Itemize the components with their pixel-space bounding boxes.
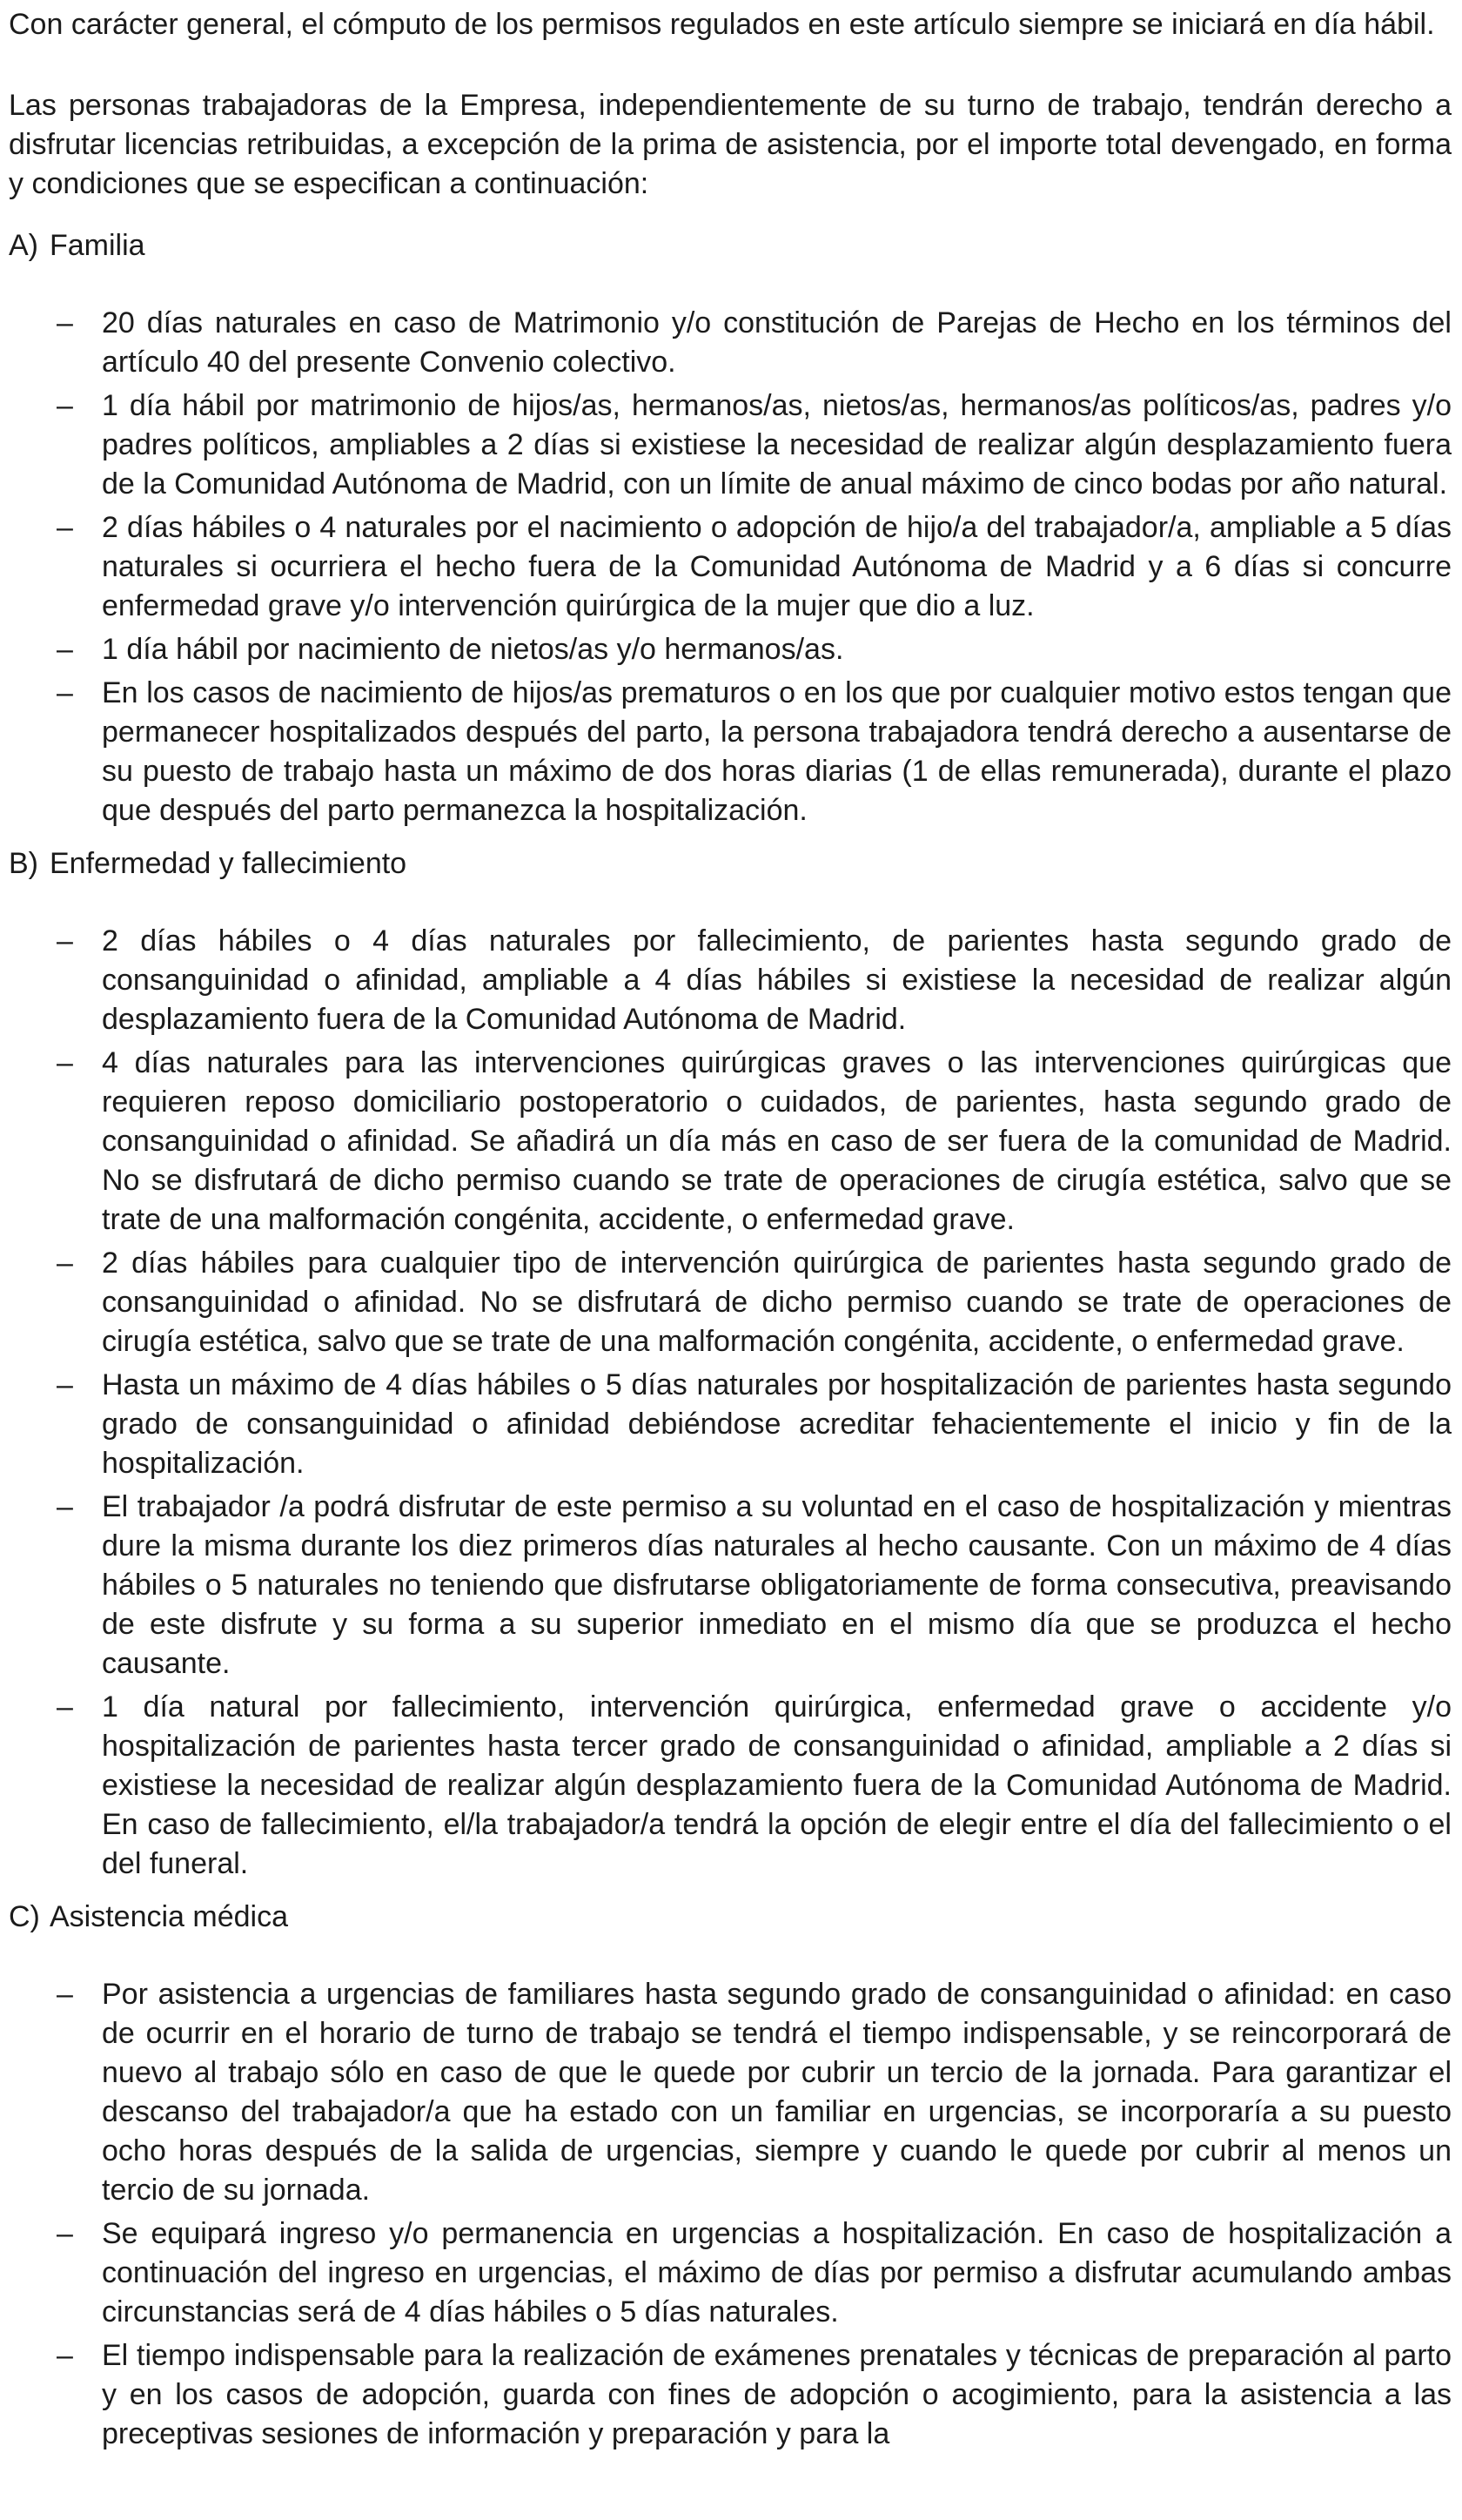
- list-item-text: 1 día natural por fallecimiento, intervención quirúrgica, enfermedad grave o accidente y/o hospitalización de parientes hasta tercer grado de consanguinidad o afinidad, ampliable a 2 días si existiese la necesidad de realizar algún desplazamiento fuera de la Comunidad Autónoma de Madrid. En caso de fallecimiento, el/la trabajador/a tendrá la opción de elegir entre el día del fallecimiento o el del funeral.: [102, 1690, 1452, 1880]
- bullet-dash-icon: –: [57, 1368, 73, 1401]
- section-enfermedad: [9, 844, 1452, 1884]
- list-item: [9, 1044, 1452, 1240]
- section-familia: [9, 226, 1452, 830]
- list-item-text: 2 días hábiles para cualquier tipo de intervención quirúrgica de parientes hasta segundo grado de consanguinidad o afinidad. No se disfrutará de dicho permiso cuando se trate de operaciones de cirugía estética, salvo que se trate de una malformación congénita, accidente, o enfermedad grave.: [102, 1247, 1452, 1358]
- section-enfermedad-list: [9, 922, 1452, 1884]
- list-item-text: El tiempo indispensable para la realización de exámenes prenatales y técnicas de preparación al parto y en los casos de adopción, guarda con fines de adopción o acogimiento, para la asistencia a las preceptivas sesiones de información y preparación y para la: [102, 2339, 1452, 2450]
- section-familia-heading: [9, 226, 1452, 265]
- section-letter: C): [9, 1900, 40, 1933]
- bullet-dash-icon: –: [57, 1978, 73, 2011]
- bullet-dash-icon: –: [57, 1490, 73, 1523]
- intro-paragraph-licencias: Las personas trabajadoras de la Empresa, independientemente de su turno de trabajo, tendrán derecho a disfrutar licencias retribuidas, a excepción de la prima de asistencia, por el importe total devengado, en forma y condiciones que se especifican a continuación:: [9, 89, 1452, 200]
- bullet-dash-icon: –: [57, 1247, 73, 1280]
- section-letter: A): [9, 229, 38, 262]
- section-title: Enfermedad y fallecimiento: [50, 847, 407, 880]
- list-item-text: Por asistencia a urgencias de familiares hasta segundo grado de consanguinidad o afinidad: en caso de ocurrir en el horario de turno de trabajo se tendrá el tiempo indispensable, y se reincorporará de nuevo al trabajo sólo en caso de que le quede por cubrir un tercio de la jornada. Para garantizar el descanso del trabajador/a que ha estado con un familiar en urgencias, se incorporaría a su puesto ocho horas después de la salida de urgencias, siempre y cuando le quede por cubrir al menos un tercio de su jornada.: [102, 1978, 1452, 2207]
- section-asistencia-heading: [9, 1898, 1452, 1937]
- list-item-text: En los casos de nacimiento de hijos/as prematuros o en los que por cualquier motivo estos tengan que permanecer hospitalizados después del parto, la persona trabajadora tendrá derecho a ausentarse de su puesto de trabajo hasta un máximo de dos horas diarias (1 de ellas remunerada), durante el plazo que después del parto permanezca la hospitalización.: [102, 676, 1452, 827]
- list-item: [9, 304, 1452, 382]
- bullet-dash-icon: –: [57, 511, 73, 544]
- section-asistencia-list: [9, 1975, 1452, 2454]
- list-item: [9, 1244, 1452, 1361]
- list-item: [9, 1366, 1452, 1483]
- list-item: [9, 2336, 1452, 2454]
- list-item-text: 2 días hábiles o 4 naturales por el nacimiento o adopción de hijo/a del trabajador/a, ampliable a 5 días naturales si ocurriera el hecho fuera de la Comunidad Autónoma de Madrid y a 6 días si concurre enfermedad grave y/o intervención quirúrgica de la mujer que dio a luz.: [102, 511, 1452, 622]
- bullet-dash-icon: –: [57, 306, 73, 339]
- list-item: [9, 508, 1452, 626]
- bullet-dash-icon: –: [57, 2217, 73, 2250]
- list-item-text: Se equipará ingreso y/o permanencia en urgencias a hospitalización. En caso de hospitalización a continuación del ingreso en urgencias, el máximo de días por permiso a disfrutar acumulando ambas circunstancias será de 4 días hábiles o 5 días naturales.: [102, 2217, 1452, 2328]
- list-item-text: El trabajador /a podrá disfrutar de este permiso a su voluntad en el caso de hospitalización y mientras dure la misma durante los diez primeros días naturales al hecho causante. Con un máximo de 4 días hábiles o 5 naturales no teniendo que disfrutarse obligatoriamente de forma consecutiva, preavisando de este disfrute y su forma a su superior inmediato en el mismo día que se produzca el hecho causante.: [102, 1490, 1452, 1680]
- section-familia-list: [9, 304, 1452, 830]
- list-item: [9, 1975, 1452, 2210]
- list-item-text: Hasta un máximo de 4 días hábiles o 5 días naturales por hospitalización de parientes hasta segundo grado de consanguinidad o afinidad debiéndose acreditar fehacientemente el inicio y fin de la hospitalización.: [102, 1368, 1452, 1480]
- list-item-text: 1 día hábil por nacimiento de nietos/as y/o hermanos/as.: [102, 633, 844, 666]
- list-item: [9, 1688, 1452, 1884]
- list-item: [9, 674, 1452, 830]
- list-item: [9, 2214, 1452, 2332]
- bullet-dash-icon: –: [57, 1046, 73, 1079]
- bullet-dash-icon: –: [57, 633, 73, 666]
- list-item: [9, 922, 1452, 1039]
- section-asistencia: [9, 1898, 1452, 2454]
- section-enfermedad-heading: [9, 844, 1452, 884]
- list-item-text: 20 días naturales en caso de Matrimonio y/o constitución de Parejas de Hecho en los términos del artículo 40 del presente Convenio colectivo.: [102, 306, 1452, 379]
- bullet-dash-icon: –: [57, 1690, 73, 1724]
- list-item-text: 1 día hábil por matrimonio de hijos/as, hermanos/as, nietos/as, hermanos/as políticos/as, padres y/o padres políticos, ampliables a 2 días si existiese la necesidad de realizar algún desplazamiento fuera de la Comunidad Autónoma de Madrid, con un límite de anual máximo de cinco bodas por año natural.: [102, 389, 1452, 501]
- bullet-dash-icon: –: [57, 676, 73, 709]
- list-item-text: 4 días naturales para las intervenciones quirúrgicas graves o las intervenciones quirúrgicas que requieren reposo domiciliario postoperatorio o cuidados, de parientes, hasta segundo grado de consanguinidad o afinidad. Se añadirá un día más en caso de ser fuera de la comunidad de Madrid. No se disfrutará de dicho permiso cuando se trate de operaciones de cirugía estética, salvo que se trate de una malformación congénita, accidente, o enfermedad grave.: [102, 1046, 1452, 1236]
- section-title: Asistencia médica: [50, 1900, 289, 1933]
- list-item: [9, 1488, 1452, 1683]
- bullet-dash-icon: –: [57, 389, 73, 422]
- section-letter: B): [9, 847, 38, 880]
- bullet-dash-icon: –: [57, 924, 73, 958]
- list-item: [9, 386, 1452, 504]
- list-item-text: 2 días hábiles o 4 días naturales por fallecimiento, de parientes hasta segundo grado de consanguinidad o afinidad, ampliable a 4 días hábiles si existiese la necesidad de realizar algún desplazamiento fuera de la Comunidad Autónoma de Madrid.: [102, 924, 1452, 1036]
- intro-paragraph-general: Con carácter general, el cómputo de los permisos regulados en este artículo siempre se iniciará en día hábil.: [9, 8, 1435, 41]
- list-item: [9, 630, 1452, 669]
- section-title: Familia: [50, 229, 145, 262]
- bullet-dash-icon: –: [57, 2339, 73, 2372]
